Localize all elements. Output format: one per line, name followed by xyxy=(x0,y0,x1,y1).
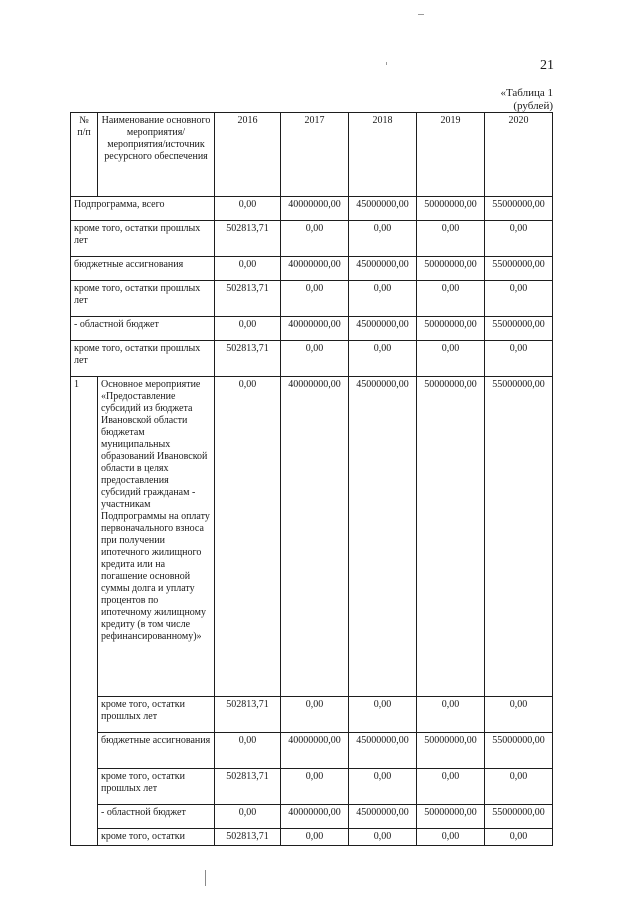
amount-cell: 45000000,00 xyxy=(349,257,417,281)
amount-cell: 0,00 xyxy=(281,697,349,733)
header-num: № п/п xyxy=(71,113,98,197)
summary-row xyxy=(71,221,553,257)
amount-cell: 502813,71 xyxy=(215,221,281,257)
amount-cell: 502813,71 xyxy=(215,341,281,377)
amount-cell: 0,00 xyxy=(215,317,281,341)
row-label: Подпрограмма, всего xyxy=(71,197,215,221)
table-caption: «Таблица 1 xyxy=(500,87,553,99)
summary-row xyxy=(71,341,553,377)
amount-cell: 0,00 xyxy=(215,805,281,829)
amount-cell: 0,00 xyxy=(485,341,553,377)
amount-cell: 0,00 xyxy=(281,341,349,377)
event-sub-row xyxy=(71,805,553,829)
amount-cell: 0,00 xyxy=(349,769,417,805)
header-year: 2016 xyxy=(215,113,281,197)
row-label: кроме того, остатки xyxy=(98,829,215,846)
amount-cell: 50000000,00 xyxy=(417,317,485,341)
amount-cell: 40000000,00 xyxy=(281,317,349,341)
amount-cell: 0,00 xyxy=(281,769,349,805)
row-label: кроме того, остатки прошлых лет xyxy=(71,281,215,317)
event-number: 1 xyxy=(71,377,98,846)
header-year: 2018 xyxy=(349,113,417,197)
amount-cell: 50000000,00 xyxy=(417,257,485,281)
amount-cell: 50000000,00 xyxy=(417,377,485,697)
header-year: 2017 xyxy=(281,113,349,197)
event-row xyxy=(71,377,553,697)
amount-cell: 0,00 xyxy=(215,377,281,697)
amount-cell: 45000000,00 xyxy=(349,805,417,829)
amount-cell: 0,00 xyxy=(349,697,417,733)
amount-cell: 50000000,00 xyxy=(417,197,485,221)
amount-cell: 40000000,00 xyxy=(281,805,349,829)
table-units: (рублей) xyxy=(513,100,553,112)
amount-cell: 502813,71 xyxy=(215,697,281,733)
amount-cell: 0,00 xyxy=(417,281,485,317)
amount-cell: 0,00 xyxy=(281,281,349,317)
row-label: - областной бюджет xyxy=(98,805,215,829)
row-label: кроме того, остатки прошлых лет xyxy=(98,697,215,733)
amount-cell: 502813,71 xyxy=(215,281,281,317)
event-sub-row xyxy=(71,697,553,733)
amount-cell: 40000000,00 xyxy=(281,197,349,221)
scan-speck xyxy=(386,62,387,65)
row-label: кроме того, остатки прошлых лет xyxy=(98,769,215,805)
amount-cell: 0,00 xyxy=(417,769,485,805)
summary-row xyxy=(71,197,553,221)
header-year: 2019 xyxy=(417,113,485,197)
amount-cell: 55000000,00 xyxy=(485,317,553,341)
amount-cell: 502813,71 xyxy=(215,769,281,805)
page-number: 21 xyxy=(540,58,554,73)
amount-cell: 40000000,00 xyxy=(281,377,349,697)
row-label: бюджетные ассигнования xyxy=(71,257,215,281)
amount-cell: 55000000,00 xyxy=(485,377,553,697)
amount-cell: 50000000,00 xyxy=(417,805,485,829)
event-name: Основное мероприятие «Предоставление субсидий из бюджета Ивановской области бюджетам муниципальных образований Ивановской области в целях предоставления субсидий гражданам - участникам Подпрограммы на оплату первоначального взноса при получении ипотечного жилищного кредита или на погашение основной суммы долга и уплату процентов по ипотечному жилищному кредиту (в том числе рефинансированному)» xyxy=(98,377,215,697)
event-sub-row xyxy=(71,829,553,846)
scan-mark xyxy=(205,870,206,886)
row-label: - областной бюджет xyxy=(71,317,215,341)
amount-cell: 0,00 xyxy=(215,257,281,281)
header-name: Наименование основного мероприятия/мероприятия/источник ресурсного обеспечения xyxy=(98,113,215,197)
amount-cell: 0,00 xyxy=(485,281,553,317)
header-year: 2020 xyxy=(485,113,553,197)
amount-cell: 0,00 xyxy=(417,341,485,377)
amount-cell: 0,00 xyxy=(417,829,485,846)
amount-cell: 50000000,00 xyxy=(417,733,485,769)
amount-cell: 45000000,00 xyxy=(349,733,417,769)
amount-cell: 502813,71 xyxy=(215,829,281,846)
amount-cell: 0,00 xyxy=(281,221,349,257)
amount-cell: 55000000,00 xyxy=(485,733,553,769)
amount-cell: 0,00 xyxy=(485,221,553,257)
scan-speck xyxy=(418,14,424,15)
row-label: кроме того, остатки прошлых лет xyxy=(71,221,215,257)
summary-row xyxy=(71,317,553,341)
row-label: бюджетные ассигнования xyxy=(98,733,215,769)
summary-row xyxy=(71,281,553,317)
amount-cell: 0,00 xyxy=(417,697,485,733)
amount-cell: 55000000,00 xyxy=(485,805,553,829)
summary-row xyxy=(71,257,553,281)
amount-cell: 55000000,00 xyxy=(485,197,553,221)
amount-cell: 0,00 xyxy=(485,697,553,733)
amount-cell: 0,00 xyxy=(349,281,417,317)
amount-cell: 40000000,00 xyxy=(281,733,349,769)
amount-cell: 0,00 xyxy=(485,829,553,846)
amount-cell: 0,00 xyxy=(349,341,417,377)
amount-cell: 0,00 xyxy=(485,769,553,805)
budget-table xyxy=(70,112,553,846)
amount-cell: 0,00 xyxy=(215,197,281,221)
amount-cell: 45000000,00 xyxy=(349,317,417,341)
amount-cell: 45000000,00 xyxy=(349,197,417,221)
header-row xyxy=(71,113,553,197)
event-sub-row xyxy=(71,769,553,805)
row-label: кроме того, остатки прошлых лет xyxy=(71,341,215,377)
amount-cell: 0,00 xyxy=(417,221,485,257)
amount-cell: 0,00 xyxy=(349,829,417,846)
event-sub-row xyxy=(71,733,553,769)
amount-cell: 45000000,00 xyxy=(349,377,417,697)
amount-cell: 0,00 xyxy=(215,733,281,769)
amount-cell: 40000000,00 xyxy=(281,257,349,281)
amount-cell: 0,00 xyxy=(349,221,417,257)
amount-cell: 55000000,00 xyxy=(485,257,553,281)
amount-cell: 0,00 xyxy=(281,829,349,846)
